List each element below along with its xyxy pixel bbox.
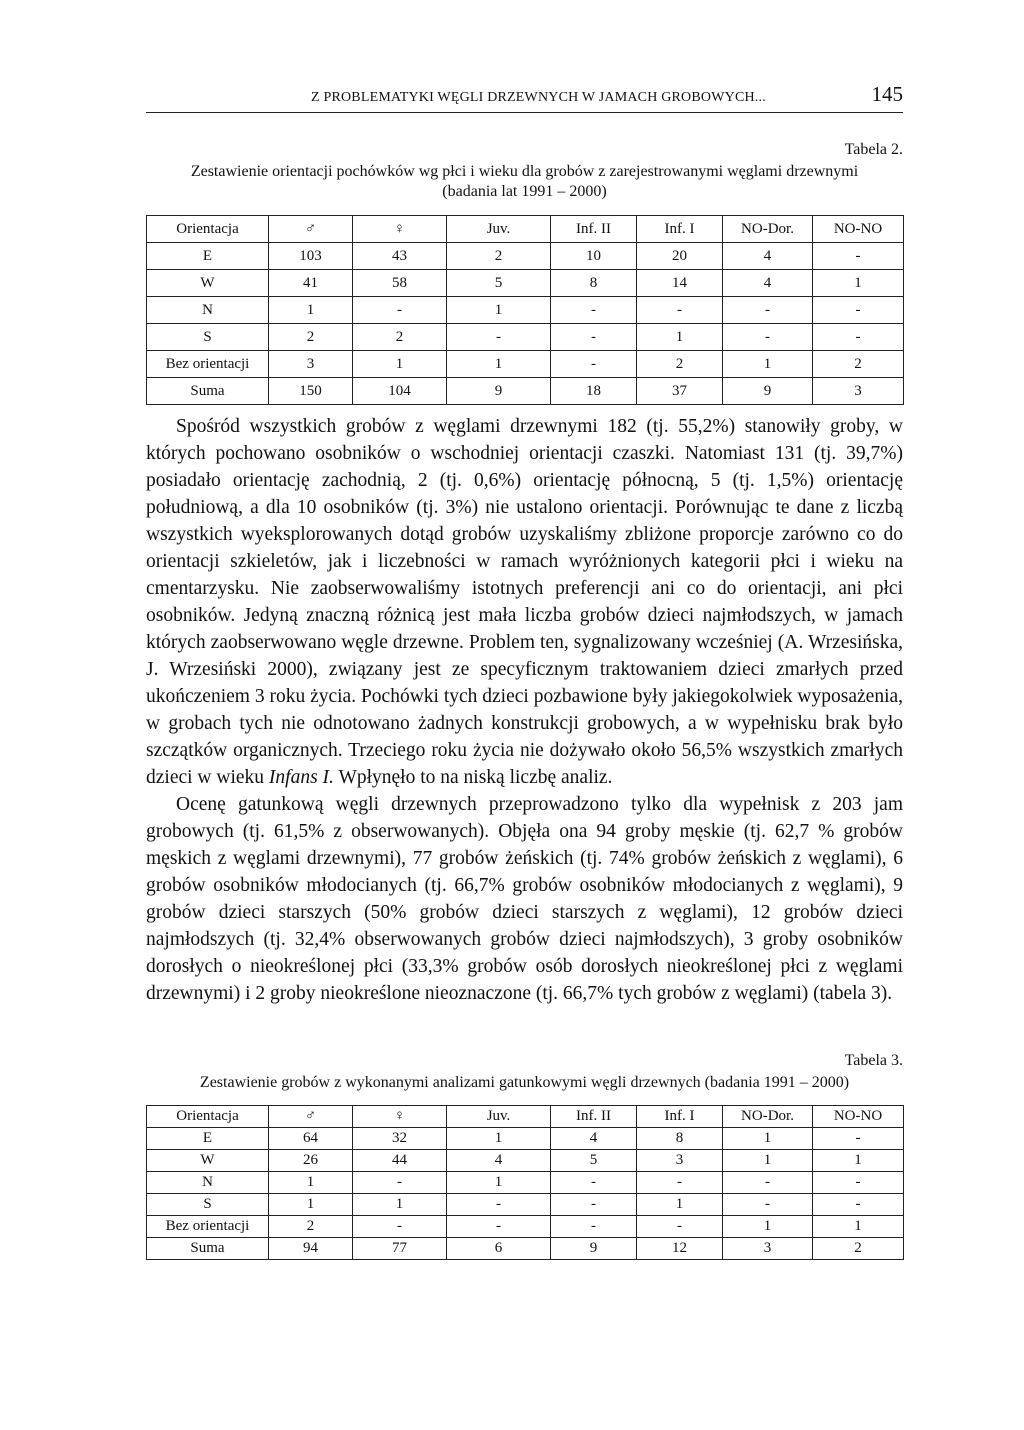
- page-number: 145: [871, 82, 903, 106]
- table-cell: -: [723, 324, 813, 351]
- table-cell: -: [813, 297, 904, 324]
- table-cell: -: [551, 1172, 637, 1194]
- table-cell: 2: [353, 324, 447, 351]
- body-text: [146, 413, 903, 1007]
- table-row: [147, 378, 904, 405]
- table-cell: 8: [551, 270, 637, 297]
- table-cell: 104: [353, 378, 447, 405]
- table-row: [147, 351, 904, 378]
- italic-term: Infans I.: [268, 767, 334, 788]
- table-row: [147, 1194, 904, 1216]
- table-cell: S: [147, 1194, 269, 1216]
- table-header-row: [147, 216, 904, 243]
- table-cell: 1: [813, 270, 904, 297]
- table-cell: 20: [637, 243, 723, 270]
- table-cell: 1: [723, 351, 813, 378]
- table-cell: Bez orientacji: [147, 1216, 269, 1238]
- table-cell: 5: [447, 270, 551, 297]
- table-cell: -: [813, 1128, 904, 1150]
- running-title: Z PROBLEMATYKI WĘGLI DRZEWNYCH W JAMACH GROBOWYCH...: [311, 90, 766, 105]
- table-cell: 103: [269, 243, 353, 270]
- table-header-cell: ♂: [269, 1106, 353, 1128]
- table-cell: -: [551, 324, 637, 351]
- table-cell: -: [723, 1194, 813, 1216]
- table-header-cell: ♀: [353, 216, 447, 243]
- table-row: [147, 1128, 904, 1150]
- table-2-caption-line-1: Zestawienie orientacji pochówków wg płci i wieku dla grobów z zarejestrowanymi węglami drzewnymi: [190, 163, 859, 180]
- table-cell: -: [813, 324, 904, 351]
- table-2-caption-line-2: (badania lat 1991 – 2000): [442, 183, 607, 200]
- table-cell: 3: [723, 1238, 813, 1260]
- table-cell: Suma: [147, 1238, 269, 1260]
- table-cell: 3: [813, 378, 904, 405]
- table-row: [147, 1238, 904, 1260]
- table-cell: 94: [269, 1238, 353, 1260]
- table-cell: 150: [269, 378, 353, 405]
- table-3-label: Tabela 3.: [844, 1052, 903, 1069]
- table-cell: 77: [353, 1238, 447, 1260]
- table-cell: 2: [813, 351, 904, 378]
- table-cell: 1: [353, 1194, 447, 1216]
- table-cell: 32: [353, 1128, 447, 1150]
- table-cell: 1: [813, 1216, 904, 1238]
- table-cell: 4: [723, 270, 813, 297]
- table-cell: 4: [551, 1128, 637, 1150]
- table-cell: 10: [551, 243, 637, 270]
- table-cell: 2: [269, 1216, 353, 1238]
- table-header-cell: Orientacja: [147, 216, 269, 243]
- table-cell: 26: [269, 1150, 353, 1172]
- table-cell: -: [551, 297, 637, 324]
- table-header-cell: NO-Dor.: [723, 216, 813, 243]
- paragraph-1: [146, 413, 903, 791]
- table-cell: -: [353, 297, 447, 324]
- table-cell: -: [637, 1172, 723, 1194]
- table-cell: 43: [353, 243, 447, 270]
- table-cell: 1: [353, 351, 447, 378]
- table-cell: 64: [269, 1128, 353, 1150]
- paragraph-1-text: Spośród wszystkich grobów z węglami drzewnymi 182 (tj. 55,2%) stanowiły groby, w których pochowano osobników o wschodniej orientacji czaszki. Natomiast 131 (tj. 39,7%) posiadało orientację zachodnią, 2 (tj. 0,6%) orientację północną, 5 (tj. 1,5%) orientację południową, a dla 10 osobników (tj. 3%) nie ustalono orientacji. Porównując te dane z liczbą wszystkich wyeksplorowanych dotąd grobów uzyskaliśmy zbliżone proporcje zarówno co do orientacji szkieletów, jak i liczebności w ramach wyróżnionych kategorii płci i wieku na cmentarzysku. Nie zaobserwowaliśmy istotnych preferencji ani co do orientacji, ani płci osobników. Jedyną znaczną różnicą jest mała liczba grobów dzieci najmłodszych, w jamach których zaobserwowano węgle drzewne. Problem ten, sygnalizowany wcześniej (A. Wrzesińska, J. Wrzesiński 2000), związany jest ze specyficznym traktowaniem dzieci zmarłych przed ukończeniem 3 roku życia. Pochówki tych dzieci pozbawione były jakiegokolwiek wyposażenia, w grobach tych nie odnotowano żadnych konstrukcji grobowych, a w wypełnisku brak było szczątków organicznych. Trzeciego roku życia nie dożywało około 56,5% wszystkich zmarłych dzieci w wieku: [146, 416, 904, 788]
- table-cell: 41: [269, 270, 353, 297]
- table-cell: E: [147, 1128, 269, 1150]
- running-header: [146, 82, 903, 113]
- table-header-cell: Inf. II: [551, 1106, 637, 1128]
- table-cell: 4: [723, 243, 813, 270]
- paragraph-2: Ocenę gatunkową węgli drzewnych przeprowadzono tylko dla wypełnisk z 203 jam grobowych (tj. 61,5% z obserwowanych). Objęła ona 94 groby męskie (tj. 62,7 % grobów męskich z węglami drzewnymi), 77 grobów żeńskich (tj. 74% grobów żeńskich z węglami), 6 grobów osobników młodocianych (tj. 66,7% grobów osobników młodocianych z węglami), 9 grobów dzieci starszych (50% grobów dzieci starszych z węglami), 12 grobów dzieci najmłodszych (tj. 32,4% obserwowanych grobów dzieci najmłodszych), 3 groby osobników dorosłych o nieokreślonej płci (33,3% grobów osób dorosłych nieokreślonej płci z węglami drzewnymi) i 2 groby nieokreślone nieoznaczone (tj. 66,7% tych grobów z węglami) (tabela 3).: [146, 794, 903, 1004]
- table-3: [146, 1105, 904, 1260]
- table-cell: 1: [813, 1150, 904, 1172]
- table-cell: 1: [723, 1150, 813, 1172]
- table-cell: -: [723, 297, 813, 324]
- table-cell: W: [147, 270, 269, 297]
- table-cell: 2: [269, 324, 353, 351]
- table-cell: 2: [637, 351, 723, 378]
- table-cell: 2: [447, 243, 551, 270]
- table-cell: 5: [551, 1150, 637, 1172]
- table-cell: W: [147, 1150, 269, 1172]
- table-row: [147, 243, 904, 270]
- table-cell: -: [447, 324, 551, 351]
- table-cell: -: [447, 1216, 551, 1238]
- table-row: [147, 297, 904, 324]
- table-cell: 1: [269, 297, 353, 324]
- table-3-caption: Zestawienie grobów z wykonanymi analizami gatunkowymi węgli drzewnych (badania 1991 – 2000): [199, 1074, 850, 1091]
- table-header-cell: Inf. I: [637, 1106, 723, 1128]
- table-cell: 12: [637, 1238, 723, 1260]
- table-header-cell: NO-NO: [813, 216, 904, 243]
- table-cell: -: [637, 1216, 723, 1238]
- table-header-cell: ♂: [269, 216, 353, 243]
- table-header-cell: Juv.: [447, 1106, 551, 1128]
- table-cell: 8: [637, 1128, 723, 1150]
- table-row: [147, 1150, 904, 1172]
- table-cell: -: [551, 1216, 637, 1238]
- table-cell: Bez orientacji: [147, 351, 269, 378]
- table-cell: S: [147, 324, 269, 351]
- table-cell: 3: [637, 1150, 723, 1172]
- table-header-cell: NO-Dor.: [723, 1106, 813, 1128]
- paragraph-1-end: Wpłynęło to na niską liczbę analiz.: [338, 767, 613, 788]
- table-row: [147, 270, 904, 297]
- table-cell: 1: [269, 1194, 353, 1216]
- table-header-row: [147, 1106, 904, 1128]
- table-cell: N: [147, 297, 269, 324]
- table-cell: 1: [447, 1128, 551, 1150]
- table-row: [147, 1172, 904, 1194]
- table-cell: 1: [637, 1194, 723, 1216]
- table-cell: 44: [353, 1150, 447, 1172]
- table-cell: 1: [269, 1172, 353, 1194]
- table-header-cell: NO-NO: [813, 1106, 904, 1128]
- table-cell: 3: [269, 351, 353, 378]
- table-cell: Suma: [147, 378, 269, 405]
- table-row: [147, 1216, 904, 1238]
- table-cell: 2: [813, 1238, 904, 1260]
- table-cell: 1: [447, 297, 551, 324]
- table-cell: E: [147, 243, 269, 270]
- table-cell: 37: [637, 378, 723, 405]
- table-cell: -: [637, 297, 723, 324]
- table-2-label: Tabela 2.: [844, 141, 903, 158]
- table-cell: -: [551, 351, 637, 378]
- table-header-cell: ♀: [353, 1106, 447, 1128]
- table-cell: 1: [723, 1216, 813, 1238]
- table-cell: 14: [637, 270, 723, 297]
- table-row: [147, 324, 904, 351]
- table-cell: -: [813, 243, 904, 270]
- table-cell: 1: [447, 1172, 551, 1194]
- table-cell: -: [353, 1172, 447, 1194]
- table-cell: 58: [353, 270, 447, 297]
- table-cell: 1: [723, 1128, 813, 1150]
- table-2-caption: [146, 162, 903, 202]
- table-cell: 1: [447, 351, 551, 378]
- table-cell: 9: [551, 1238, 637, 1260]
- table-cell: -: [723, 1172, 813, 1194]
- table-cell: -: [813, 1172, 904, 1194]
- table-cell: -: [551, 1194, 637, 1216]
- table-cell: -: [447, 1194, 551, 1216]
- table-2: [146, 215, 904, 405]
- table-cell: 1: [637, 324, 723, 351]
- table-header-cell: Inf. I: [637, 216, 723, 243]
- table-header-cell: Orientacja: [147, 1106, 269, 1128]
- table-cell: 4: [447, 1150, 551, 1172]
- table-cell: 9: [447, 378, 551, 405]
- table-cell: 18: [551, 378, 637, 405]
- table-cell: 6: [447, 1238, 551, 1260]
- table-cell: -: [813, 1194, 904, 1216]
- table-cell: 9: [723, 378, 813, 405]
- table-header-cell: Inf. II: [551, 216, 637, 243]
- table-header-cell: Juv.: [447, 216, 551, 243]
- table-cell: N: [147, 1172, 269, 1194]
- table-cell: -: [353, 1216, 447, 1238]
